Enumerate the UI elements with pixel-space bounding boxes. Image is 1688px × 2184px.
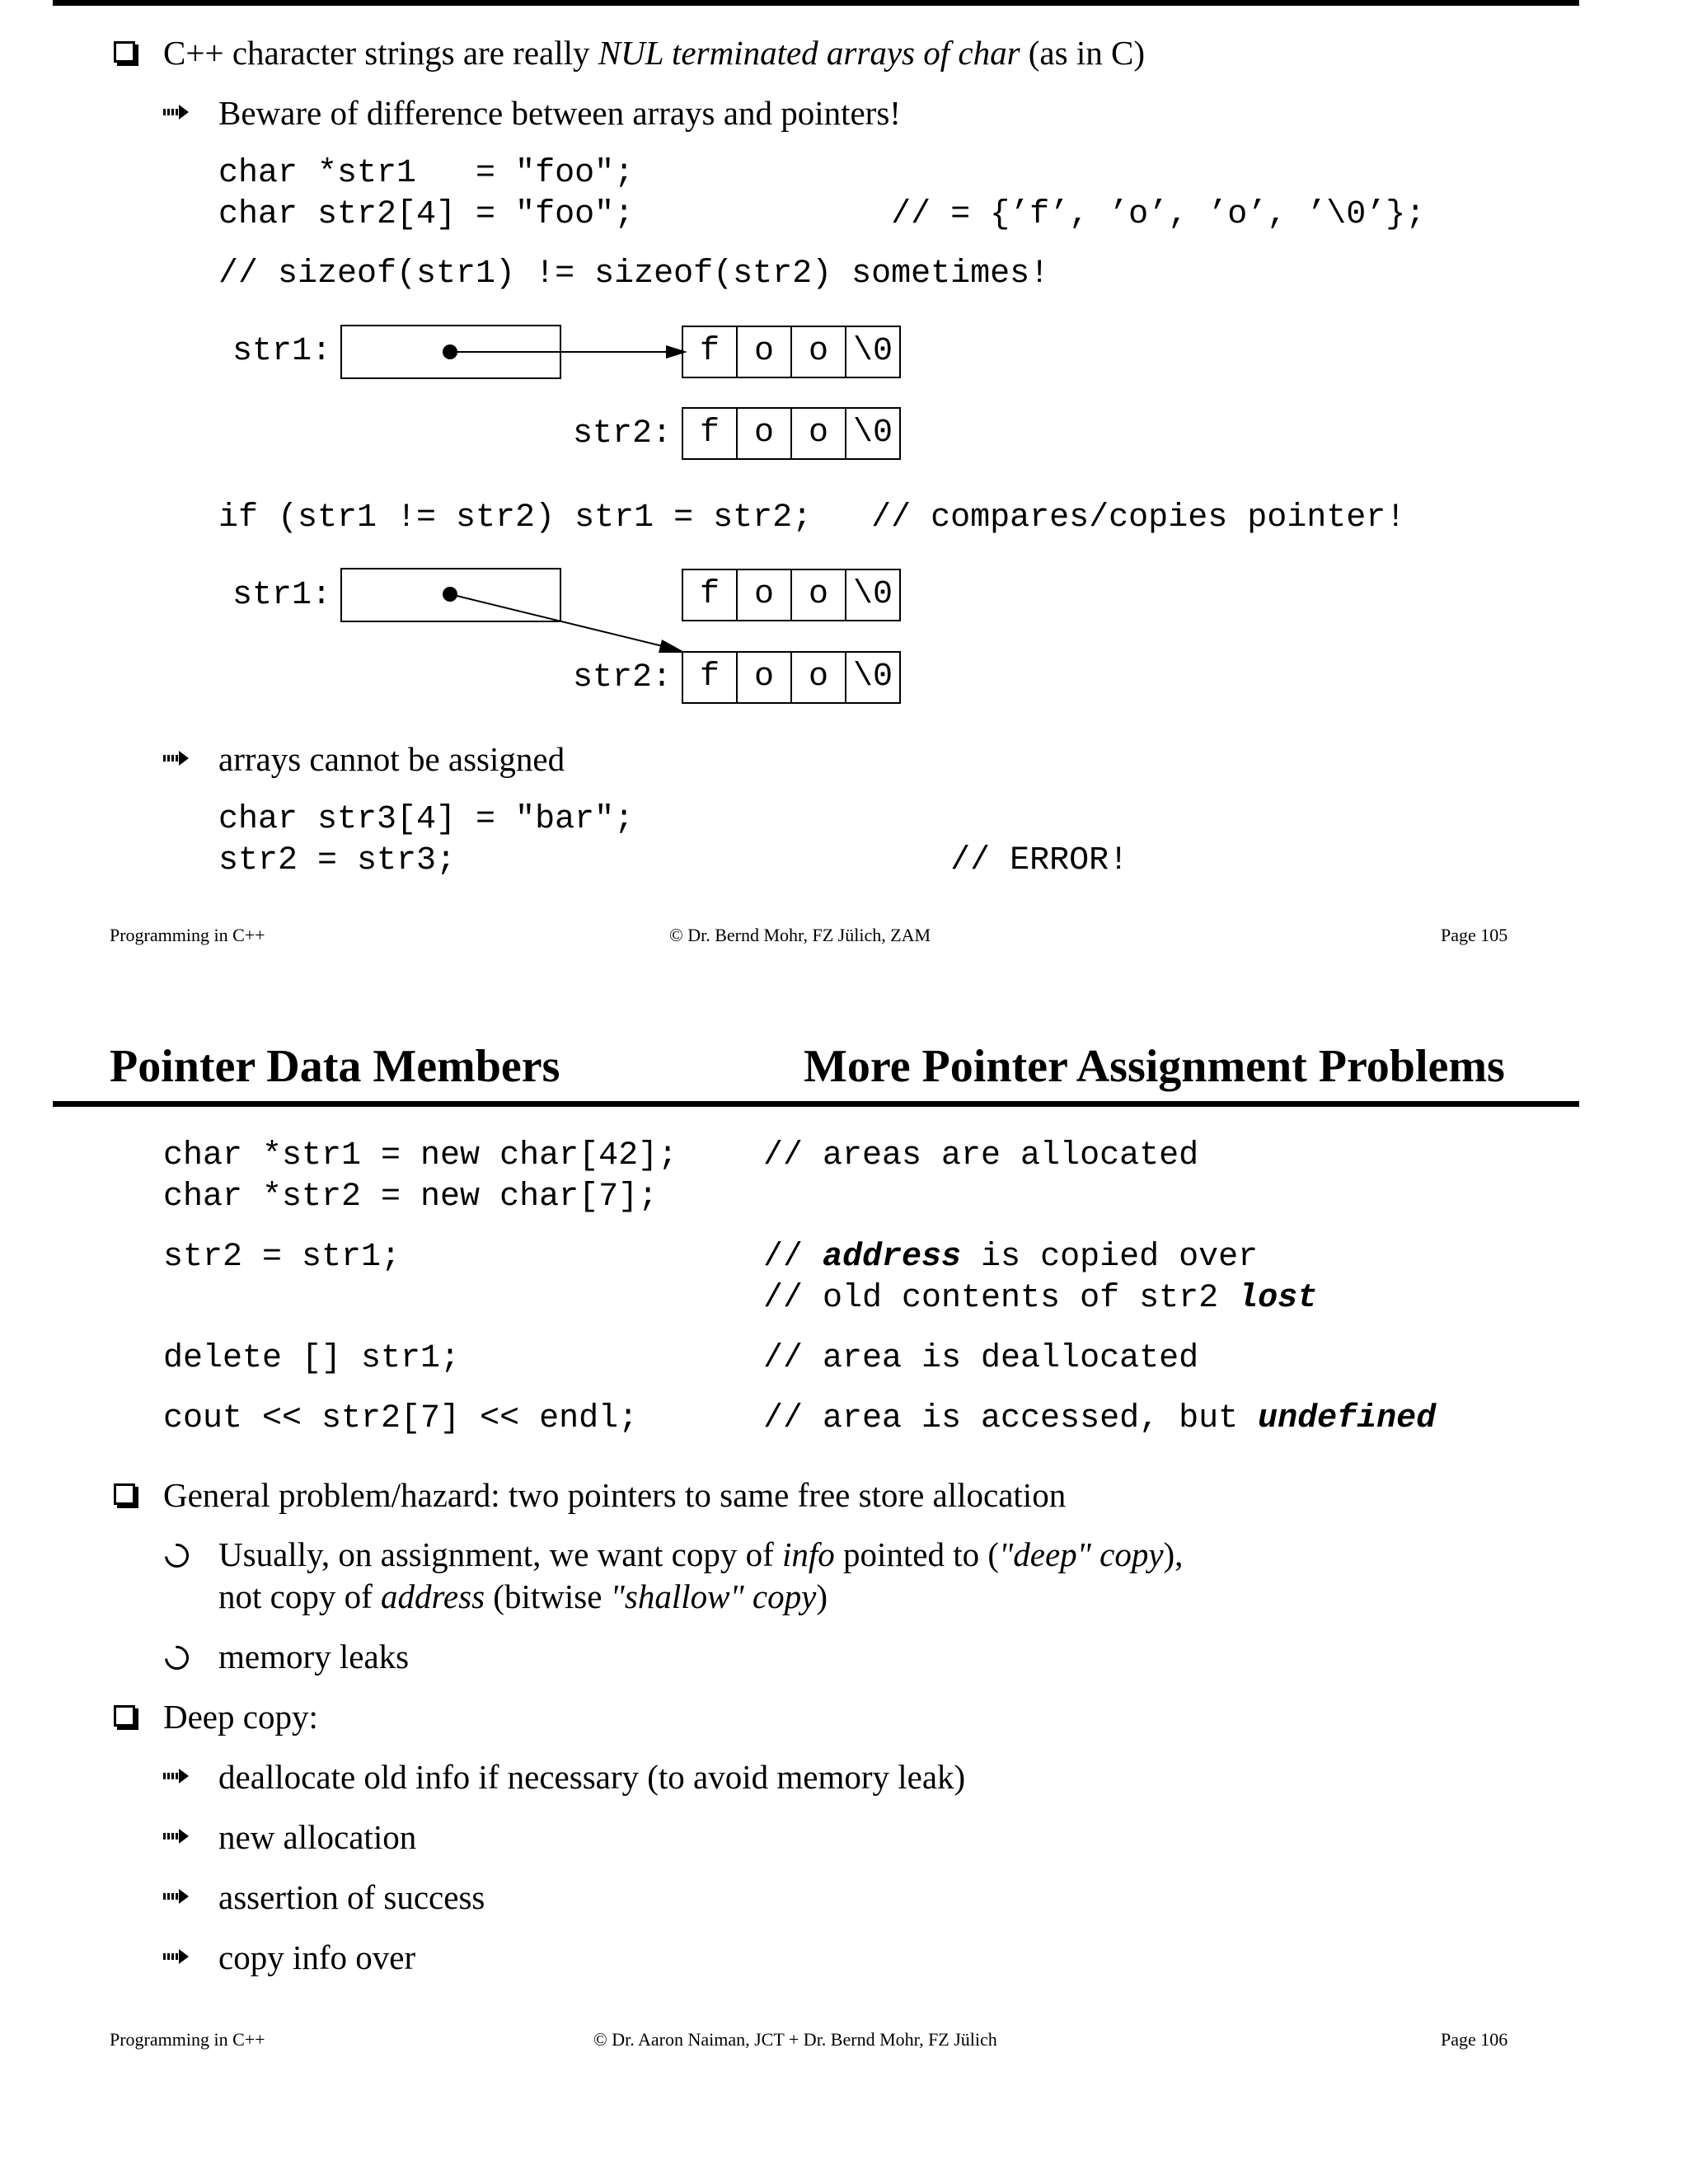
arrow-bullet-icon bbox=[163, 1828, 190, 1844]
char-cell: o bbox=[790, 651, 845, 704]
code-comment: // areas are allocated bbox=[763, 1137, 1199, 1174]
code-comment: // address is copied over bbox=[763, 1239, 1259, 1276]
page-title-right: More Pointer Assignment Problems bbox=[804, 1041, 1505, 1092]
footer-center: © Dr. Aaron Naiman, JCT + Dr. Bernd Mohr, FZ Jülich bbox=[593, 2029, 997, 2050]
code-left: char *str2 = new char[7]; bbox=[163, 1179, 659, 1216]
char-cell: o bbox=[790, 569, 845, 621]
code-comment: // area is deallocated bbox=[763, 1340, 1199, 1377]
code-line: // sizeof(str1) != sizeof(str2) sometimes! bbox=[218, 255, 1050, 293]
step-item: copy info over bbox=[218, 1938, 416, 1976]
code-line: if (str1 != str2) str1 = str2; // compares/copies pointer! bbox=[218, 499, 1406, 537]
square-bullet-icon bbox=[114, 1705, 135, 1727]
square-bullet-icon bbox=[114, 1483, 135, 1505]
code-line: char *str1 = "foo"; bbox=[218, 155, 635, 192]
footer-page-number: Page 105 bbox=[1441, 925, 1508, 945]
title-rule bbox=[53, 1101, 1579, 1107]
code-left: delete [] str1; bbox=[163, 1340, 461, 1377]
diagram-label-str2: str2: bbox=[573, 415, 673, 452]
footer-page-number: Page 106 bbox=[1441, 2029, 1508, 2050]
char-cell: o bbox=[790, 407, 845, 460]
step-item: assertion of success bbox=[218, 1878, 485, 1916]
sub-deep-copy-line2: not copy of address (bitwise "shallow" copy) bbox=[218, 1577, 828, 1615]
circle-bullet-icon bbox=[160, 1641, 194, 1675]
sub-arrays-assigned: arrays cannot be assigned bbox=[218, 740, 565, 778]
pointer-arrow bbox=[450, 342, 689, 362]
char-cell: o bbox=[736, 569, 790, 621]
diagram-label-str1: str1: bbox=[232, 577, 332, 614]
char-cell: f bbox=[682, 407, 736, 460]
square-bullet-icon bbox=[114, 41, 135, 63]
char-cell: \0 bbox=[845, 651, 901, 704]
bullet-strings: C++ character strings are really NUL terminated arrays of char (as in C) bbox=[163, 34, 1145, 72]
char-cell: o bbox=[790, 326, 845, 378]
diagram-label-str1: str1: bbox=[232, 333, 332, 370]
bullet-deep-copy: Deep copy: bbox=[163, 1698, 318, 1736]
code-left: char *str1 = new char[42]; bbox=[163, 1137, 678, 1174]
footer-left: Programming in C++ bbox=[110, 2029, 265, 2050]
char-cell: \0 bbox=[845, 569, 901, 621]
step-item: deallocate old info if necessary (to avoid memory leak) bbox=[218, 1758, 966, 1796]
char-cell: o bbox=[736, 407, 790, 460]
code-left: str2 = str1; bbox=[163, 1239, 401, 1276]
circle-bullet-icon bbox=[160, 1539, 194, 1572]
sub-deep-copy-line1: Usually, on assignment, we want copy of info pointed to ("deep" copy), bbox=[218, 1535, 1184, 1573]
step-item: new allocation bbox=[218, 1818, 417, 1856]
arrow-bullet-icon bbox=[163, 1948, 190, 1965]
diagram-label-str2: str2: bbox=[573, 659, 673, 696]
code-left: cout << str2[7] << endl; bbox=[163, 1400, 639, 1437]
footer-left: Programming in C++ bbox=[110, 925, 265, 945]
sub-beware: Beware of difference between arrays and pointers! bbox=[218, 94, 901, 132]
bullet-general-problem: General problem/hazard: two pointers to same free store allocation bbox=[163, 1476, 1067, 1514]
top-rule bbox=[53, 0, 1579, 6]
code-line: str2 = str3; // ERROR! bbox=[218, 842, 1129, 879]
char-cell: f bbox=[682, 651, 736, 704]
char-cell: \0 bbox=[845, 407, 901, 460]
arrow-bullet-icon bbox=[163, 104, 190, 120]
code-line: char str2[4] = "foo"; // = {’f’, ’o’, ’o’, ’\0’}; bbox=[218, 196, 1426, 233]
char-cell: f bbox=[682, 326, 736, 378]
pointer-arrow bbox=[450, 587, 689, 661]
arrow-bullet-icon bbox=[163, 1768, 190, 1784]
char-cell: f bbox=[682, 569, 736, 621]
char-cell: o bbox=[736, 651, 790, 704]
char-cell: \0 bbox=[845, 326, 901, 378]
sub-memory-leaks: memory leaks bbox=[218, 1638, 410, 1675]
arrow-bullet-icon bbox=[163, 750, 190, 766]
char-cell: o bbox=[736, 326, 790, 378]
arrow-bullet-icon bbox=[163, 1888, 190, 1905]
code-comment: // area is accessed, but undefined bbox=[763, 1400, 1437, 1437]
page-title-left: Pointer Data Members bbox=[110, 1041, 560, 1092]
code-line: char str3[4] = "bar"; bbox=[218, 801, 635, 838]
code-comment: // old contents of str2 lost bbox=[763, 1280, 1318, 1317]
footer-center: © Dr. Bernd Mohr, FZ Jülich, ZAM bbox=[669, 925, 931, 945]
